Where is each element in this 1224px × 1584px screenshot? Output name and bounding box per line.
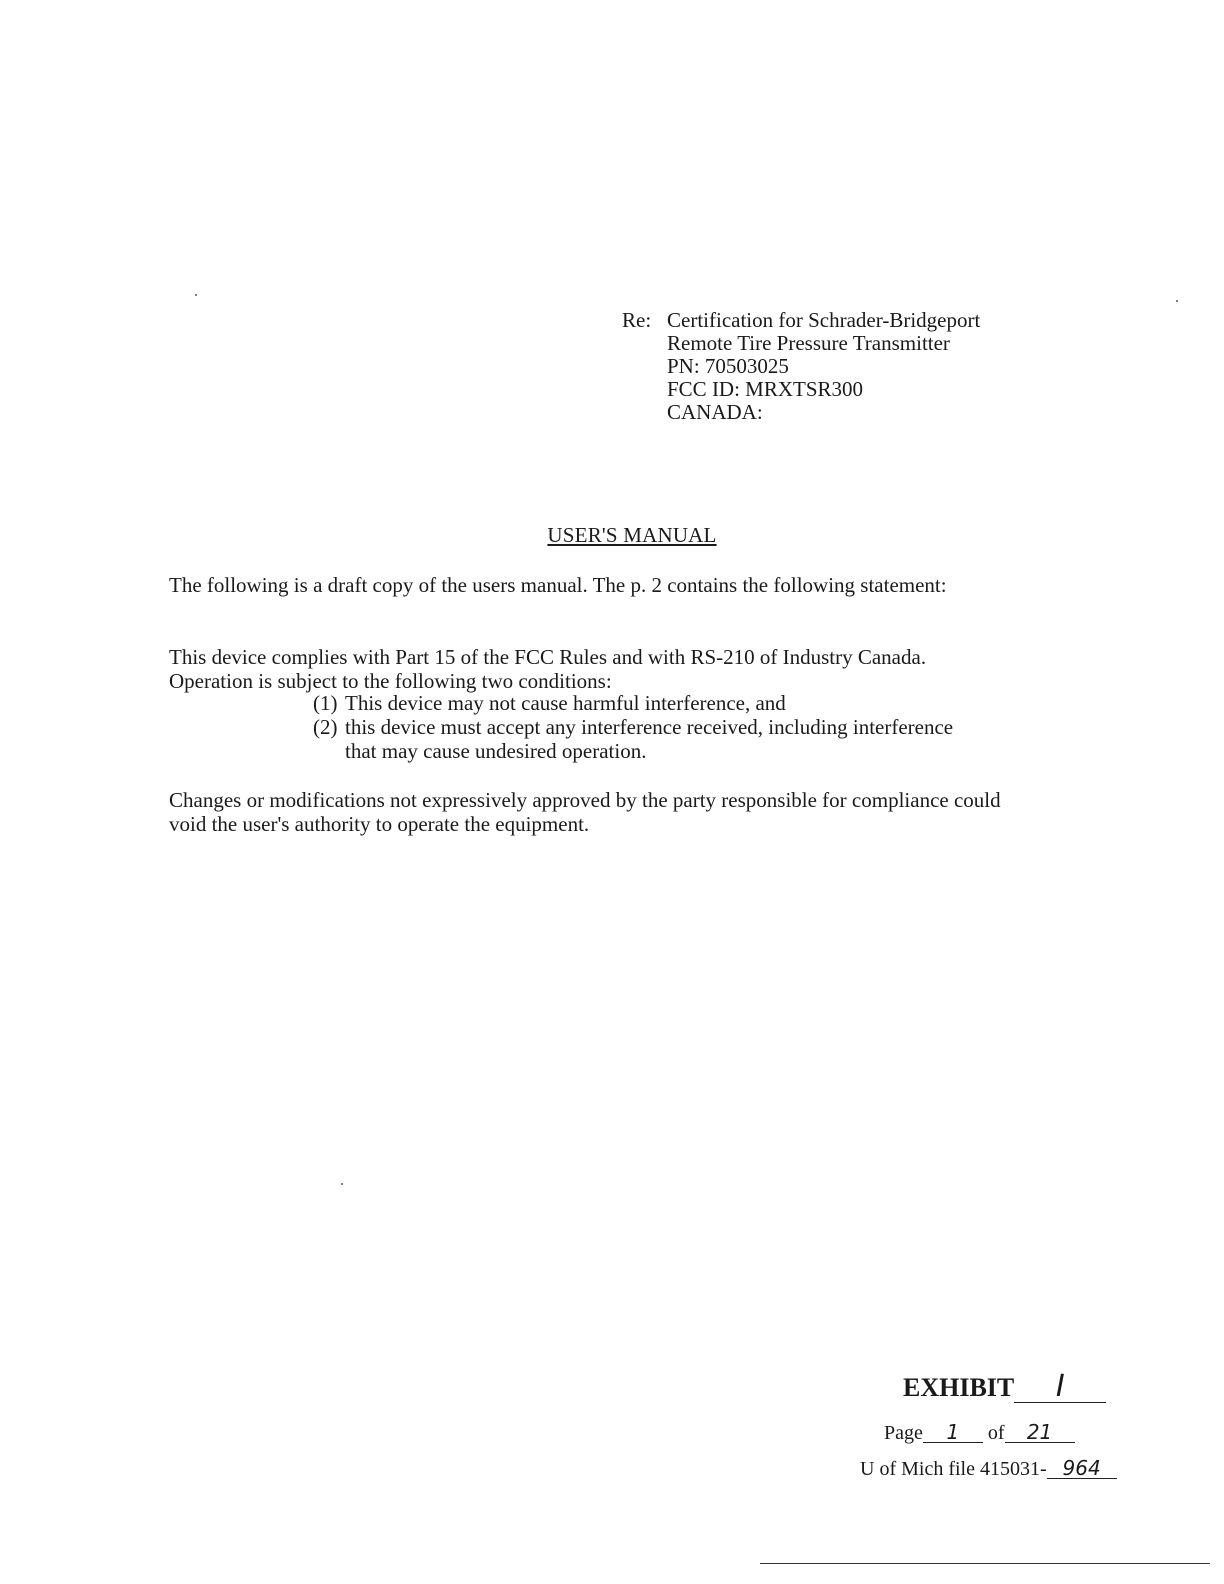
page-count-line [884,1422,1075,1445]
condition-continuation: that may cause undesired operation. [345,739,647,763]
exhibit-line [903,1369,1106,1404]
conditions-list [313,691,953,763]
condition-item [313,715,953,739]
scan-speck [1176,300,1178,302]
changes-line: Changes or modifications not expressively approved by the party responsible for compliance could [169,788,1001,812]
condition-text: this device must accept any interference received, including interference [345,715,954,739]
file-value: 964 [1047,1458,1117,1479]
reference-line: Certification for Schrader-Bridgeport [667,308,981,332]
condition-text: This device may not cause harmful interference, and [345,691,786,715]
condition-number: (1) [313,691,338,715]
compliance-line: Operation is subject to the following two conditions: [169,669,612,693]
reference-block [622,309,980,424]
document-title: USER'S MANUAL [547,523,717,547]
reference-line: PN: 70503025 [667,354,789,378]
compliance-line: This device complies with Part 15 of the FCC Rules and with RS-210 of Industry Canada. [169,645,927,669]
reference-line: Remote Tire Pressure Transmitter [667,331,950,355]
scan-speck [341,1183,343,1185]
scan-speck [195,294,197,296]
reference-line: FCC ID: MRXTSR300 [667,377,864,401]
reference-line: CANADA: [667,400,763,424]
re-prefix: Re: [622,308,652,332]
changes-line: void the user's authority to operate the equipment. [169,812,590,836]
file-number-line [860,1458,1117,1481]
page-label: Page [884,1422,923,1444]
of-value: 21 [1005,1422,1075,1443]
compliance-statement [169,645,926,693]
page-value: 1 [923,1422,983,1443]
intro-paragraph: The following is a draft copy of the users manual. The p. 2 contains the following statement: [169,573,947,597]
condition-item [313,691,953,715]
exhibit-label: EXHIBIT [903,1373,1015,1402]
exhibit-value: I [1014,1372,1106,1403]
changes-paragraph [169,788,1001,836]
file-label: U of Mich file 415031- [860,1458,1047,1480]
reference-lines [667,309,980,424]
condition-number: (2) [313,715,338,739]
bottom-rule [760,1563,1210,1564]
of-label: of [987,1422,1005,1444]
